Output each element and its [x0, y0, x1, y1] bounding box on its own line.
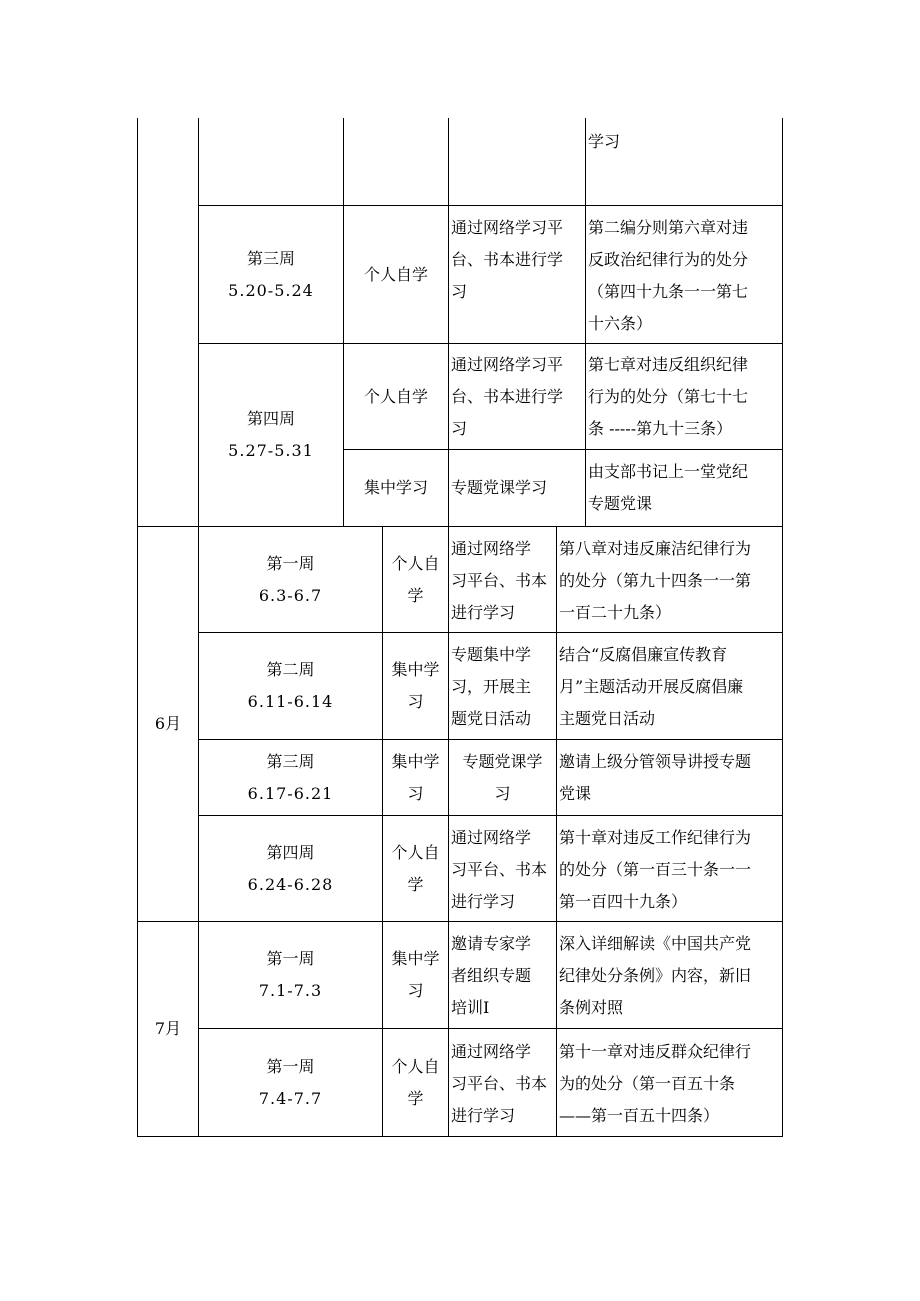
jul-w1b-week-cell [199, 1029, 382, 1136]
month-july: 7月 [154, 1019, 182, 1038]
jun-w3-content: 邀请上级分管领导讲授专题 党课 [559, 752, 752, 803]
jun-w4-method: 通过网络学 习平台、书本 进行学习 [451, 828, 548, 911]
jun-w4-content: 第十章对违反工作纪律行为 的处分（第一百三十条一一 第一百四十九条） [559, 828, 752, 911]
may-w4-content-b: 由支部书记上一堂党纪 专题党课 [588, 462, 749, 513]
month-june: 6月 [154, 714, 182, 733]
jul-w1a-content: 深入详细解读《中国共产党 纪律处分条例》内容，新旧 条例对照 [559, 934, 752, 1017]
week-dates: 7.1-7.3 [258, 981, 323, 1000]
jun-w2-form: 集中学 习 [391, 660, 440, 711]
week-dates: 6.17-6.21 [247, 783, 334, 803]
jun-w4-form: 个人自 学 [391, 842, 440, 894]
may-w4-week-cell [199, 344, 343, 526]
may-w4-method-b: 专题党课学习 [451, 478, 548, 497]
jul-w1a-week-cell [199, 922, 382, 1028]
week-dates: 5.20-5.24 [228, 280, 314, 300]
jun-w2-week-cell [199, 633, 382, 739]
may-w4-form-b: 集中学习 [363, 478, 428, 497]
week-dates: 6.24-6.28 [247, 874, 334, 894]
week-label: 第一周 [266, 1056, 315, 1076]
jul-w1b-form: 个人自 学 [391, 1056, 440, 1108]
week-label: 第二周 [266, 660, 315, 679]
jul-w1a-method: 邀请专家学 者组织专题 培训I [451, 934, 532, 1017]
week-dates: 6.3-6.7 [258, 585, 323, 605]
jul-w1b-content: 第十一章对违反群众纪律行 为的处分（第一百五十条 ——第一百五十四条） [559, 1042, 752, 1125]
jul-w1b-method: 通过网络学 习平台、书本 进行学习 [451, 1042, 548, 1125]
jun-w2-content: 结合“反腐倡廉宣传教育 月”主题活动开展反腐倡廉 主题党日活动 [559, 645, 744, 728]
jun-w4-week-cell [199, 816, 382, 921]
week-label: 第一周 [266, 949, 315, 968]
jun-w1-form: 个人自 学 [391, 553, 440, 605]
jun-w3-method: 专题党课学 习 [462, 751, 543, 803]
week-dates: 7.4-7.7 [258, 1088, 323, 1108]
may-w4-method-a: 通过网络学习平 台、书本进行学 习 [451, 355, 564, 438]
may-w3-week-cell [199, 206, 343, 343]
may-w3-form: 个人自学 [363, 264, 428, 284]
jun-w1-method: 通过网络学 习平台、书本 进行学习 [451, 539, 548, 622]
week-dates: 6.11-6.14 [247, 692, 334, 711]
week-label: 第四周 [246, 409, 295, 428]
jun-w1-week-cell [199, 527, 382, 632]
may-w4-form-a: 个人自学 [363, 386, 428, 406]
may-w4-content-a: 第七章对违反组织纪律 行为的处分（第七十七 条 -----第九十三条） [588, 355, 749, 438]
may-w3-content: 第二编分则第六章对违 反政治纪律行为的处分 （第四十九条一一第七 十六条） [588, 218, 749, 333]
jun-w1-content: 第八章对违反廉洁纪律行为 的处分（第九十四条一一第 一百二十九条） [559, 539, 752, 622]
jun-w2-method: 专题集中学 习，开展主 题党日活动 [451, 645, 532, 728]
week-label: 第四周 [266, 842, 315, 862]
week-label: 第一周 [266, 553, 315, 573]
week-label: 第三周 [246, 248, 295, 268]
may-w3-method: 通过网络学习平 台、书本进行学 习 [451, 218, 564, 301]
week-dates: 5.27-5.31 [228, 441, 314, 460]
week-label: 第三周 [266, 751, 315, 771]
jun-w3-week-cell [199, 740, 382, 815]
cont-content: 学习 [588, 132, 621, 151]
jun-w3-form: 集中学 习 [391, 751, 440, 803]
jul-w1a-form: 集中学 习 [391, 949, 440, 1000]
